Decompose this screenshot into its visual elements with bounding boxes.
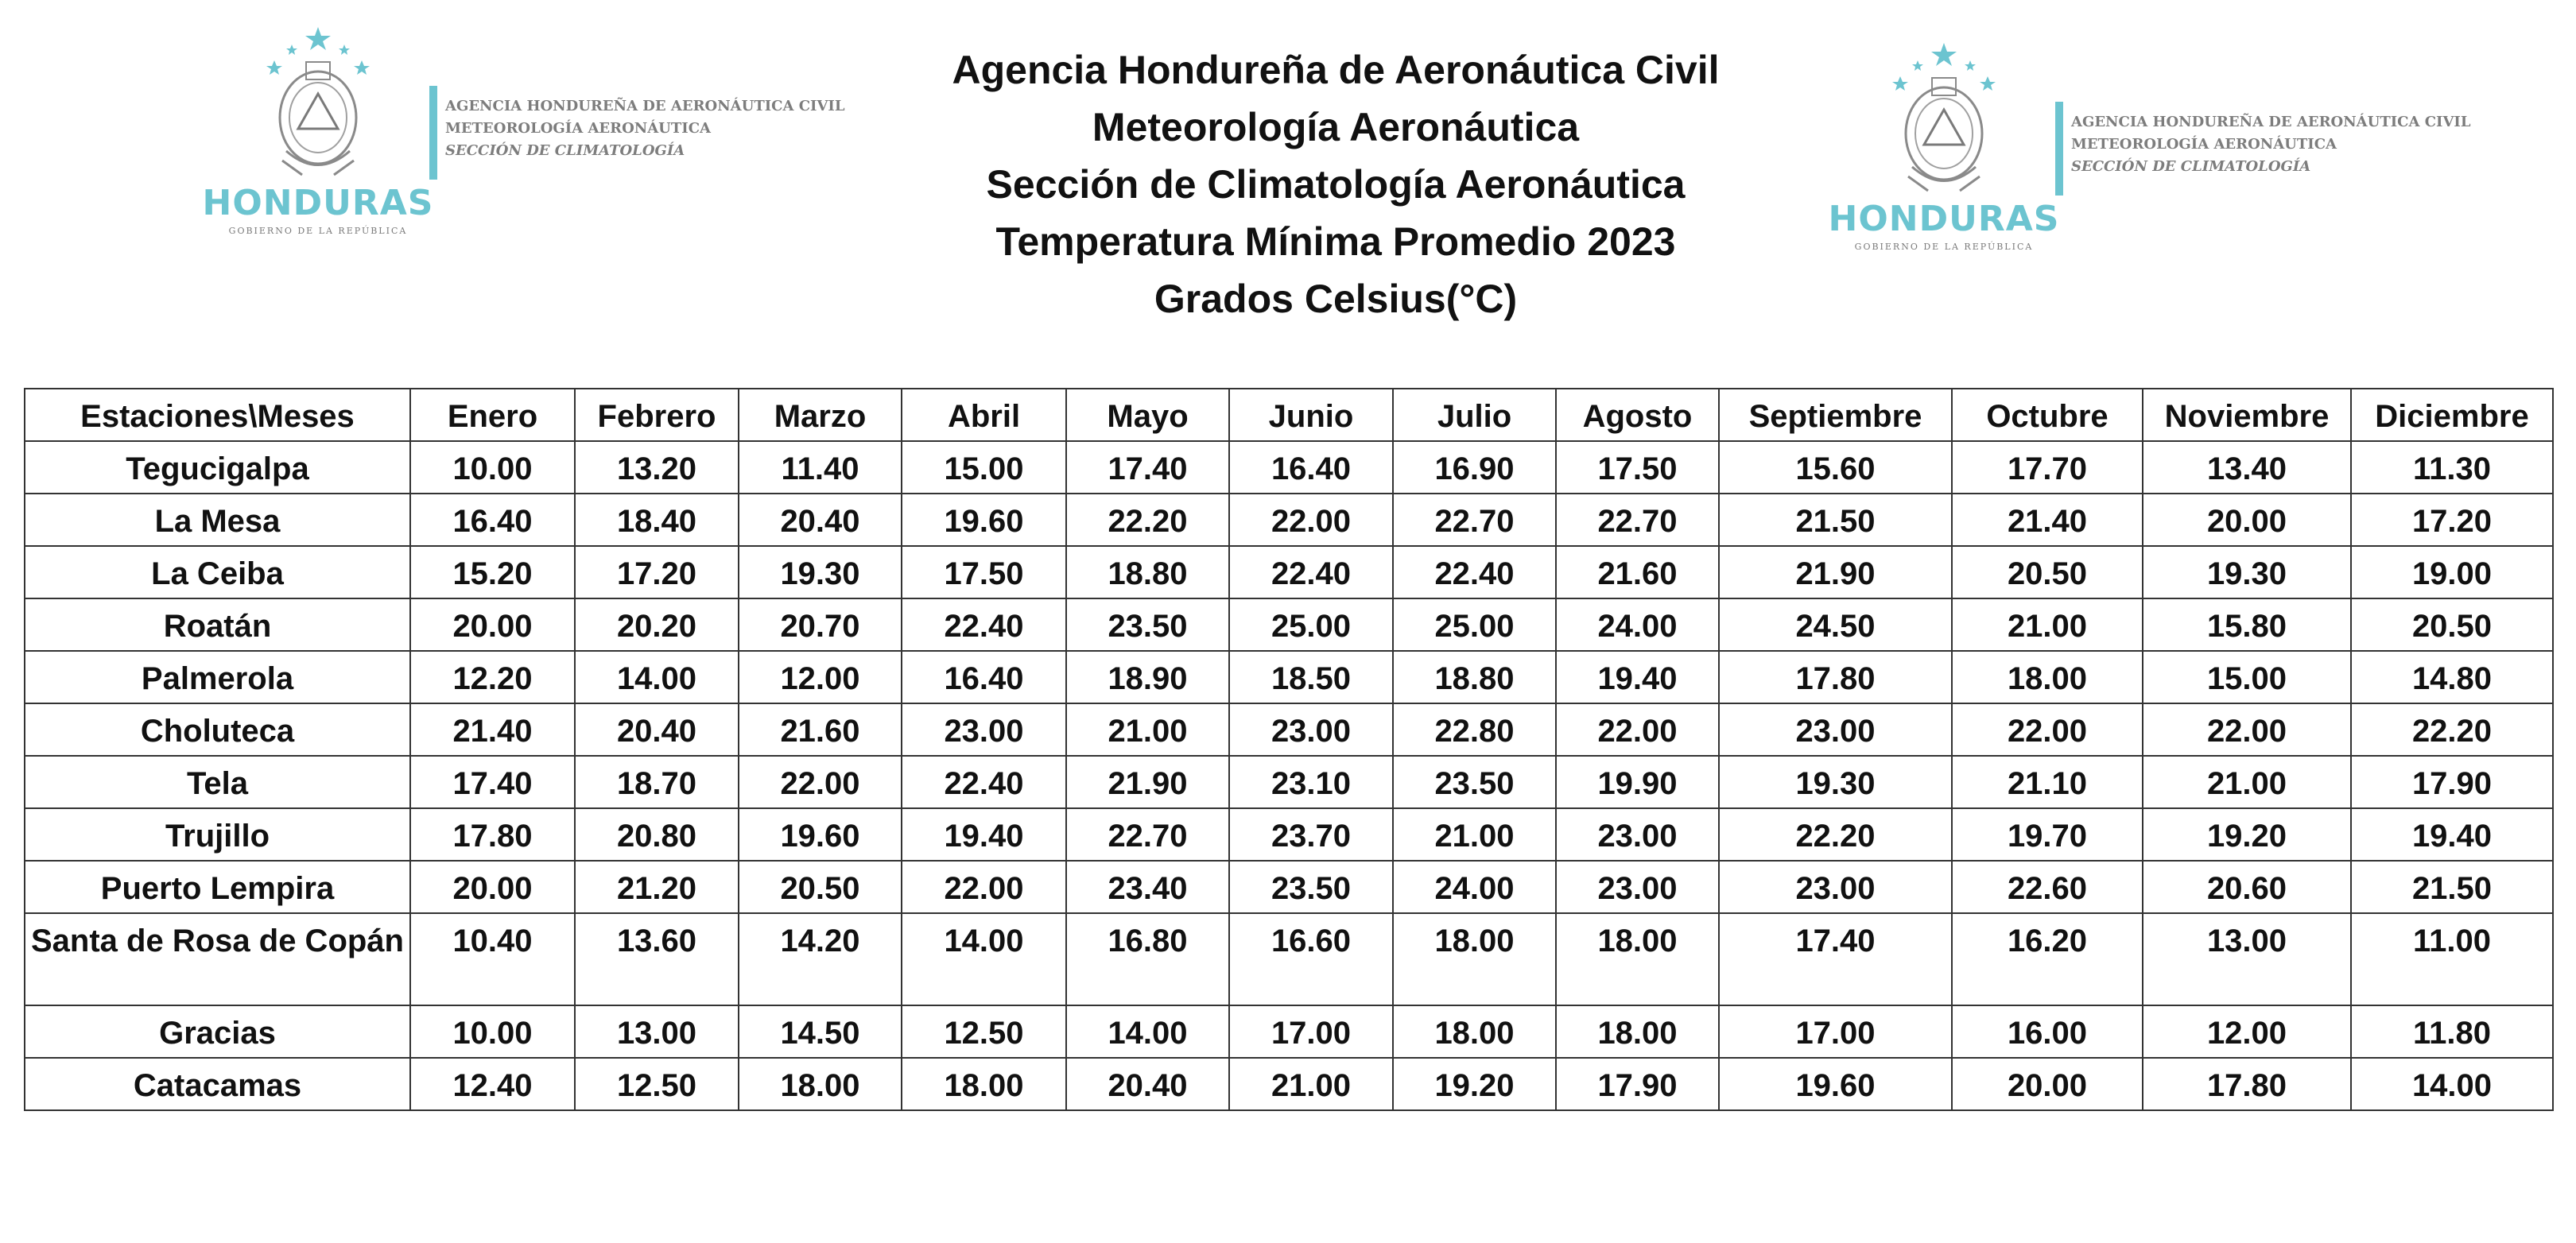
temperature-cell: 25.00 [1229,598,1393,651]
temperature-cell: 22.00 [1556,703,1719,756]
station-name-cell: La Ceiba [25,546,410,598]
temperature-cell: 16.40 [1229,441,1393,494]
temperature-cell: 23.50 [1229,861,1393,913]
column-header: Enero [410,389,575,441]
station-name-cell: La Mesa [25,494,410,546]
table-row [25,1058,2553,1110]
temperature-cell: 19.40 [2351,808,2553,861]
temperature-cell: 18.00 [739,1058,902,1110]
temperature-cell: 20.40 [739,494,902,546]
table-row [25,756,2553,808]
temperature-cell: 17.40 [1066,441,1229,494]
temperature-cell: 21.50 [2351,861,2553,913]
temperature-cell: 18.70 [575,756,739,808]
temperature-cell: 16.40 [410,494,575,546]
temperature-cell: 24.00 [1393,861,1556,913]
station-name-cell: Tegucigalpa [25,441,410,494]
temperature-cell: 14.20 [739,913,902,1005]
temperature-cell: 11.30 [2351,441,2553,494]
column-header: Abril [902,389,1066,441]
temperature-table [24,388,2554,1111]
temperature-cell: 22.20 [1066,494,1229,546]
table-row [25,651,2553,703]
temperature-cell: 22.20 [1719,808,1952,861]
column-header: Junio [1229,389,1393,441]
temperature-cell: 15.80 [2143,598,2351,651]
temperature-cell: 21.40 [1952,494,2143,546]
table-row [25,1005,2553,1058]
temperature-cell: 17.50 [1556,441,1719,494]
temperature-cell: 16.00 [1952,1005,2143,1058]
temperature-cell: 21.00 [2143,756,2351,808]
temperature-cell: 16.80 [1066,913,1229,1005]
temperature-cell: 20.60 [2143,861,2351,913]
temperature-cell: 18.00 [1556,913,1719,1005]
temperature-cell: 15.20 [410,546,575,598]
temperature-cell: 20.00 [410,598,575,651]
temperature-cell: 18.40 [575,494,739,546]
station-name-cell: Puerto Lempira [25,861,410,913]
temperature-cell: 18.00 [1393,1005,1556,1058]
temperature-cell: 17.80 [410,808,575,861]
temperature-cell: 22.70 [1066,808,1229,861]
station-name-cell: Gracias [25,1005,410,1058]
table-row [25,913,2553,1005]
column-header: Estaciones\Meses [25,389,410,441]
temperature-cell: 16.60 [1229,913,1393,1005]
station-name-cell: Choluteca [25,703,410,756]
temperature-cell: 18.00 [902,1058,1066,1110]
temperature-cell: 23.00 [1229,703,1393,756]
logo-government-subtitle: GOBIERNO DE LA REPÚBLICA [228,226,408,236]
temperature-cell: 18.90 [1066,651,1229,703]
column-header: Noviembre [2143,389,2351,441]
temperature-cell: 13.00 [2143,913,2351,1005]
title-agency: Agencia Hondureña de Aeronáutica Civil [952,48,1720,92]
temperature-cell: 23.70 [1229,808,1393,861]
logo-line-agency: AGENCIA HONDUREÑA DE AERONÁUTICA CIVIL [2071,114,2471,130]
temperature-cell: 13.20 [575,441,739,494]
temperature-cell: 10.00 [410,1005,575,1058]
temperature-cell: 22.00 [1952,703,2143,756]
logo-government-subtitle: GOBIERNO DE LA REPÚBLICA [1854,242,2034,252]
temperature-cell: 14.00 [2351,1058,2553,1110]
document-title-block [795,41,1876,327]
column-header: Diciembre [2351,389,2553,441]
temperature-cell: 12.00 [739,651,902,703]
temperature-cell: 20.40 [575,703,739,756]
temperature-cell: 13.60 [575,913,739,1005]
temperature-cell: 17.80 [2143,1058,2351,1110]
temperature-cell: 19.40 [1556,651,1719,703]
temperature-cell: 22.40 [902,756,1066,808]
table-row [25,441,2553,494]
title-units: Grados Celsius(°C) [1154,277,1518,321]
temperature-cell: 18.80 [1066,546,1229,598]
temperature-cell: 21.00 [1229,1058,1393,1110]
temperature-cell: 22.70 [1556,494,1719,546]
temperature-cell: 17.90 [1556,1058,1719,1110]
temperature-cell: 15.00 [2143,651,2351,703]
temperature-cell: 17.80 [1719,651,1952,703]
temperature-cell: 22.00 [1229,494,1393,546]
temperature-cell: 12.50 [902,1005,1066,1058]
column-header: Mayo [1066,389,1229,441]
temperature-cell: 14.00 [902,913,1066,1005]
title-meteorology: Meteorología Aeronáutica [1092,105,1580,149]
station-name-cell: Tela [25,756,410,808]
honduras-coat-of-arms-icon [242,24,394,183]
column-header: Febrero [575,389,739,441]
table-row [25,703,2553,756]
station-name-cell: Santa de Rosa de Copán [25,913,410,1005]
temperature-cell: 23.00 [1719,703,1952,756]
logo-line-meteorology: METEOROLOGÍA AERONÁUTICA [2071,136,2337,153]
temperature-cell: 21.60 [1556,546,1719,598]
temperature-cell: 21.90 [1066,756,1229,808]
temperature-cell: 18.00 [1952,651,2143,703]
station-name-cell: Trujillo [25,808,410,861]
table-row [25,494,2553,546]
table-row [25,861,2553,913]
temperature-cell: 17.40 [1719,913,1952,1005]
temperature-cell: 18.50 [1229,651,1393,703]
temperature-cell: 14.80 [2351,651,2553,703]
honduras-coat-of-arms-icon [1868,40,2019,199]
temperature-cell: 19.70 [1952,808,2143,861]
station-name-cell: Catacamas [25,1058,410,1110]
temperature-cell: 20.00 [2143,494,2351,546]
column-header: Agosto [1556,389,1719,441]
temperature-cell: 21.20 [575,861,739,913]
temperature-cell: 22.40 [902,598,1066,651]
temperature-cell: 23.00 [1556,808,1719,861]
temperature-cell: 14.00 [1066,1005,1229,1058]
temperature-cell: 14.00 [575,651,739,703]
temperature-cell: 22.20 [2351,703,2553,756]
temperature-cell: 12.20 [410,651,575,703]
temperature-cell: 13.00 [575,1005,739,1058]
temperature-cell: 10.40 [410,913,575,1005]
column-header: Julio [1393,389,1556,441]
temperature-cell: 18.00 [1393,913,1556,1005]
temperature-cell: 19.30 [739,546,902,598]
temperature-cell: 20.50 [1952,546,2143,598]
temperature-cell: 11.80 [2351,1005,2553,1058]
temperature-cell: 19.90 [1556,756,1719,808]
temperature-cell: 19.30 [2143,546,2351,598]
temperature-cell: 22.80 [1393,703,1556,756]
column-header: Octubre [1952,389,2143,441]
temperature-cell: 19.40 [902,808,1066,861]
logo-wordmark: HONDURAS [1828,199,2060,239]
temperature-cell: 10.00 [410,441,575,494]
temperature-cell: 17.50 [902,546,1066,598]
temperature-cell: 21.40 [410,703,575,756]
temperature-cell: 25.00 [1393,598,1556,651]
temperature-cell: 22.00 [739,756,902,808]
table-row [25,598,2553,651]
temperature-cell: 16.20 [1952,913,2143,1005]
temperature-cell: 22.00 [2143,703,2351,756]
logo-line-section: SECCIÓN DE CLIMATOLOGÍA [2071,158,2311,175]
column-header: Septiembre [1719,389,1952,441]
temperature-cell: 15.00 [902,441,1066,494]
temperature-cell: 13.40 [2143,441,2351,494]
temperature-cell: 16.90 [1393,441,1556,494]
temperature-cell: 20.00 [1952,1058,2143,1110]
logo-line-section: SECCIÓN DE CLIMATOLOGÍA [445,142,685,159]
temperature-cell: 21.00 [1066,703,1229,756]
temperature-cell: 17.20 [575,546,739,598]
temperature-cell: 20.20 [575,598,739,651]
temperature-cell: 23.00 [902,703,1066,756]
temperature-cell: 11.00 [2351,913,2553,1005]
temperature-cell: 22.00 [902,861,1066,913]
table-row [25,546,2553,598]
temperature-cell: 20.50 [2351,598,2553,651]
temperature-cell: 17.20 [2351,494,2553,546]
temperature-cell: 19.60 [902,494,1066,546]
temperature-cell: 22.60 [1952,861,2143,913]
temperature-cell: 21.60 [739,703,902,756]
logo-wordmark: HONDURAS [202,183,434,223]
temperature-cell: 19.60 [1719,1058,1952,1110]
temperature-cell: 12.40 [410,1058,575,1110]
temperature-cell: 16.40 [902,651,1066,703]
temperature-cell: 21.50 [1719,494,1952,546]
temperature-cell: 20.70 [739,598,902,651]
temperature-cell: 19.20 [1393,1058,1556,1110]
temperature-cell: 23.40 [1066,861,1229,913]
temperature-cell: 23.00 [1556,861,1719,913]
temperature-cell: 23.10 [1229,756,1393,808]
temperature-cell: 18.00 [1556,1005,1719,1058]
temperature-cell: 19.30 [1719,756,1952,808]
temperature-cell: 20.00 [410,861,575,913]
temperature-cell: 21.10 [1952,756,2143,808]
table-header-row [25,389,2553,441]
temperature-cell: 24.50 [1719,598,1952,651]
temperature-cell: 17.90 [2351,756,2553,808]
temperature-cell: 23.50 [1393,756,1556,808]
temperature-cell: 22.70 [1393,494,1556,546]
temperature-cell: 12.00 [2143,1005,2351,1058]
temperature-cell: 12.50 [575,1058,739,1110]
temperature-cell: 19.00 [2351,546,2553,598]
temperature-cell: 20.80 [575,808,739,861]
title-report: Temperatura Mínima Promedio 2023 [995,219,1676,264]
temperature-cell: 20.50 [739,861,902,913]
temperature-cell: 15.60 [1719,441,1952,494]
temperature-cell: 24.00 [1556,598,1719,651]
temperature-cell: 23.50 [1066,598,1229,651]
table-body [25,441,2553,1110]
station-name-cell: Roatán [25,598,410,651]
temperature-cell: 19.20 [2143,808,2351,861]
logo-line-meteorology: METEOROLOGÍA AERONÁUTICA [445,120,711,137]
temperature-cell: 20.40 [1066,1058,1229,1110]
temperature-cell: 21.90 [1719,546,1952,598]
temperature-cell: 22.40 [1393,546,1556,598]
temperature-cell: 17.00 [1229,1005,1393,1058]
temperature-cell: 22.40 [1229,546,1393,598]
temperature-cell: 21.00 [1952,598,2143,651]
logo-line-agency: AGENCIA HONDUREÑA DE AERONÁUTICA CIVIL [445,98,845,114]
temperature-cell: 17.00 [1719,1005,1952,1058]
temperature-cell: 14.50 [739,1005,902,1058]
temperature-cell: 11.40 [739,441,902,494]
temperature-cell: 19.60 [739,808,902,861]
temperature-cell: 23.00 [1719,861,1952,913]
logo-accent-bar [2055,102,2063,196]
temperature-cell: 17.40 [410,756,575,808]
column-header: Marzo [739,389,902,441]
title-section: Sección de Climatología Aeronáutica [986,162,1686,207]
temperature-cell: 21.00 [1393,808,1556,861]
temperature-cell: 17.70 [1952,441,2143,494]
logo-agency-text [2071,111,2485,178]
logo-accent-bar [429,86,437,180]
table-row [25,808,2553,861]
station-name-cell: Palmerola [25,651,410,703]
temperature-cell: 18.80 [1393,651,1556,703]
